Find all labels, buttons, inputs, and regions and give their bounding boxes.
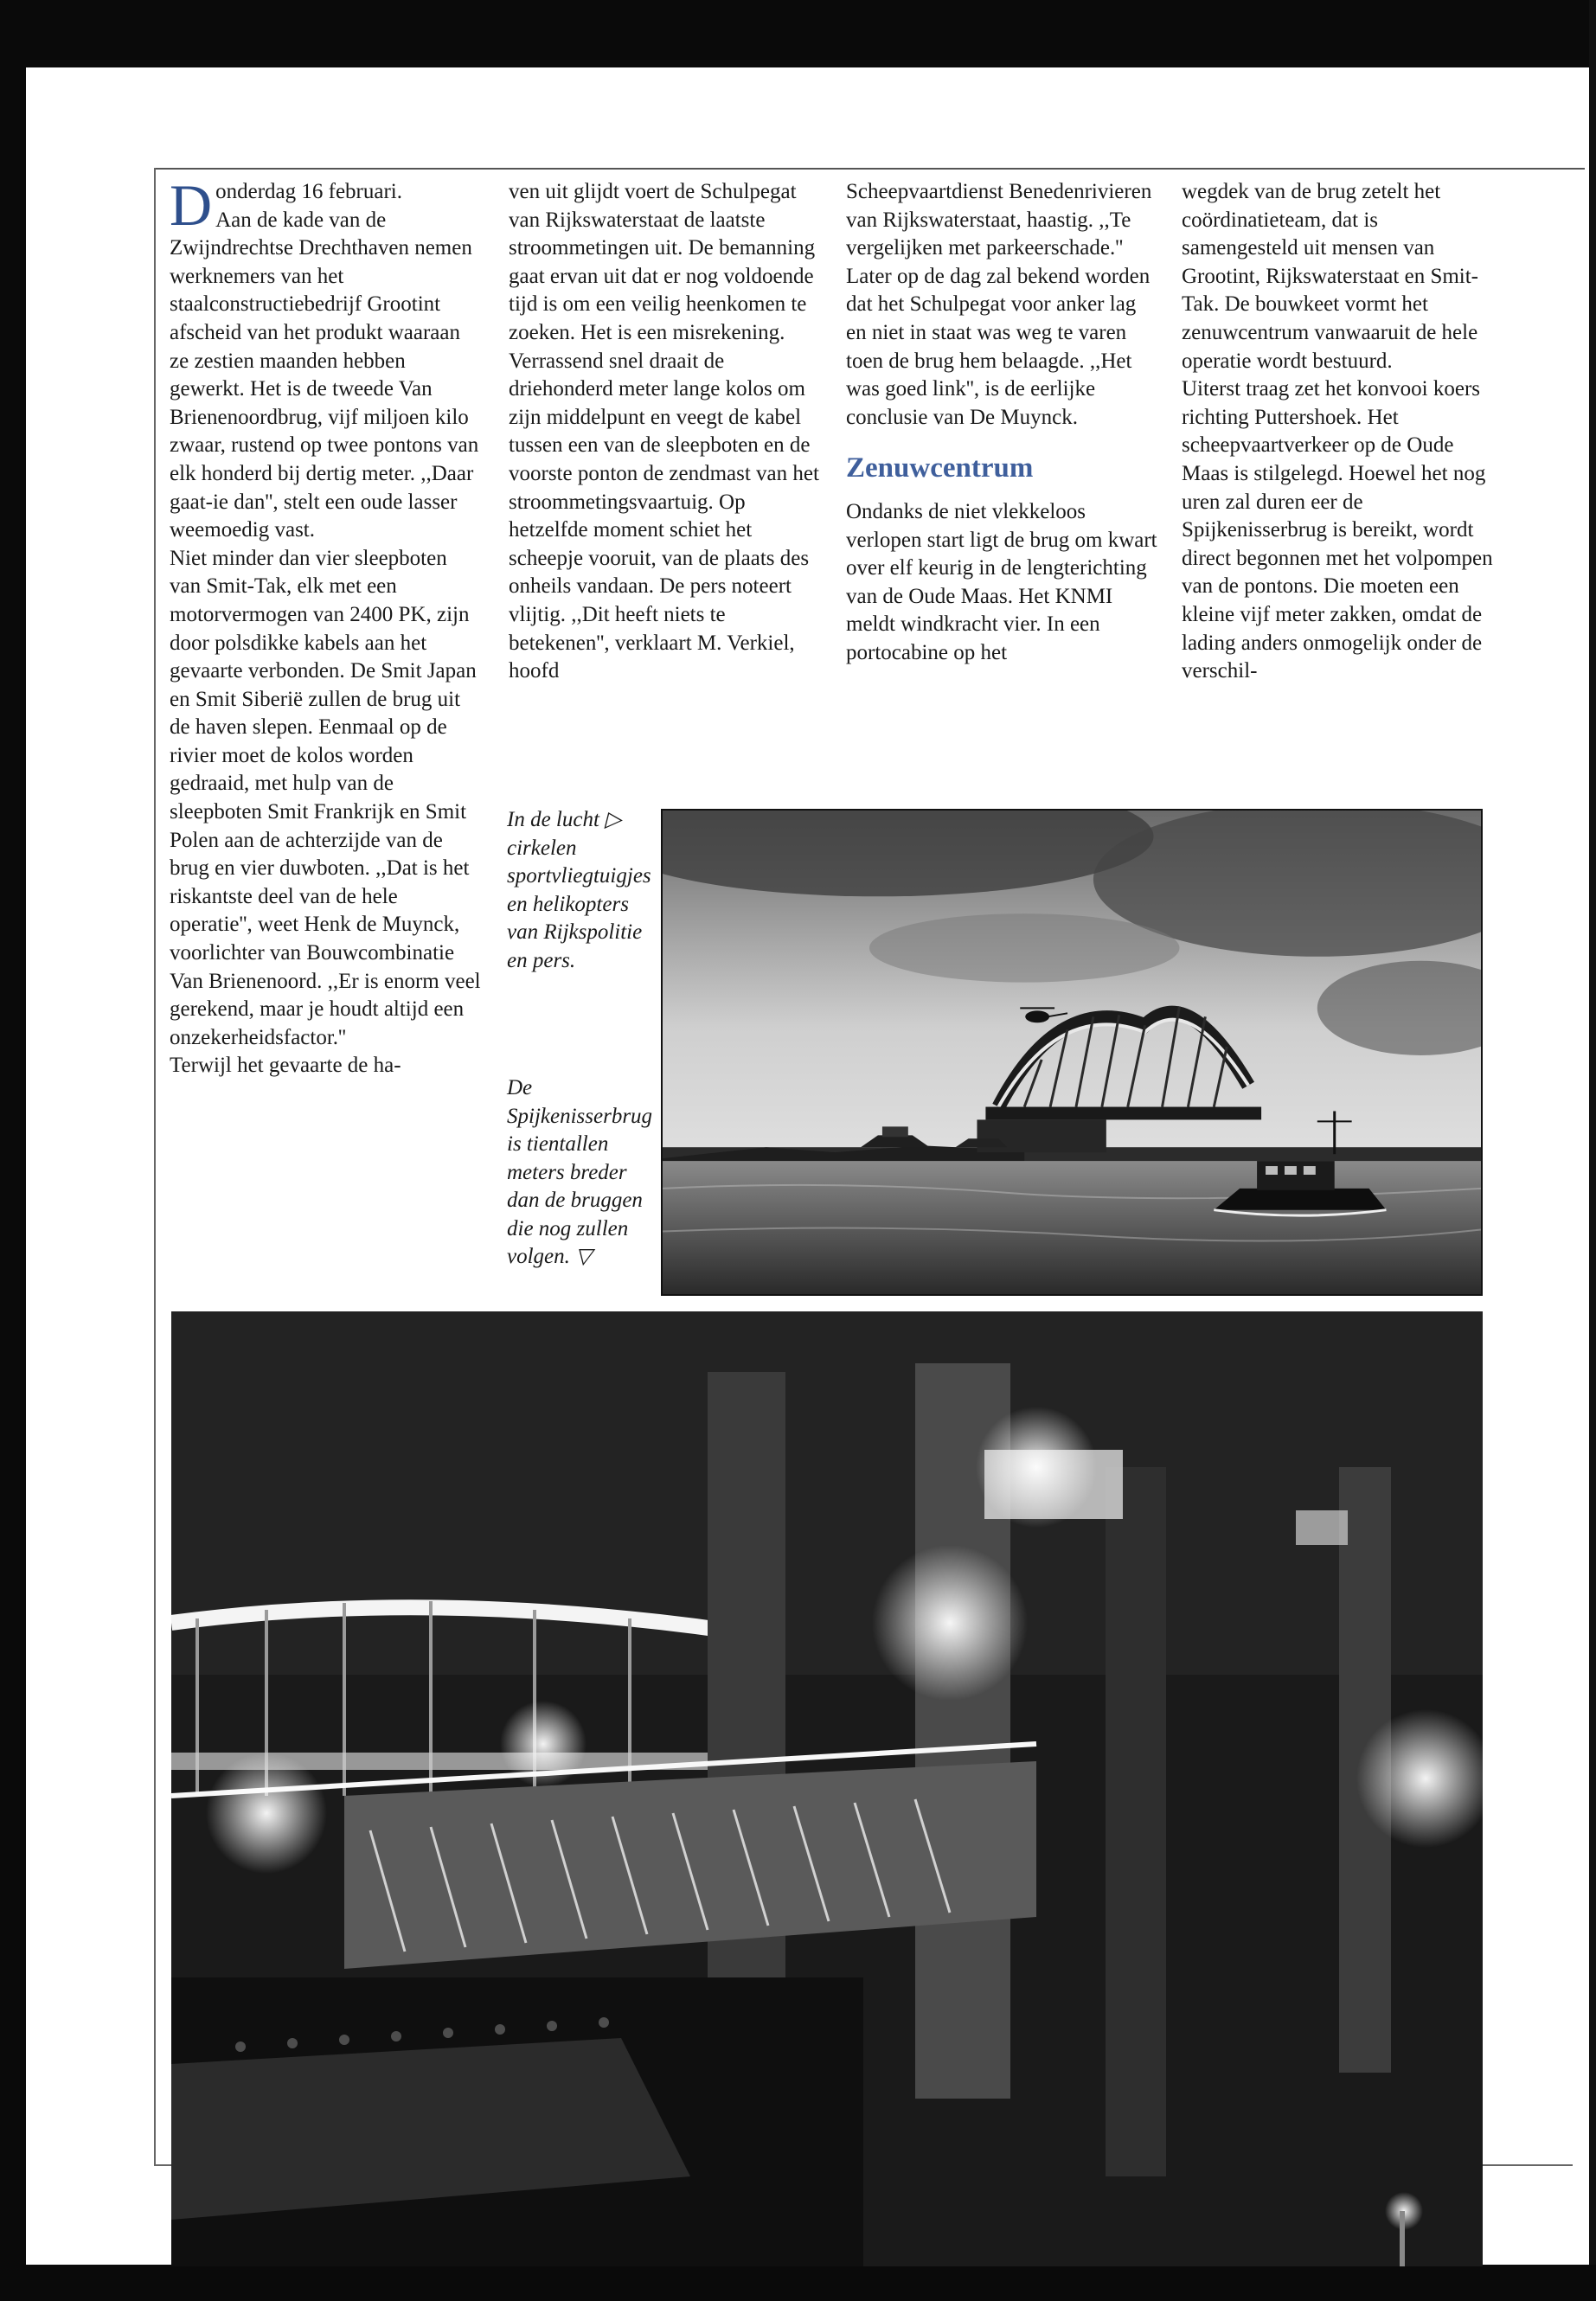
article-paragraph: Ondanks de niet vlekkeloos verlopen start ligt de brug om kwart over elf keurig in de lengterichting van de Oude Maas. Het KNMI meldt windkracht vier. In een portocabine op het <box>846 499 1157 664</box>
page-rule-left <box>154 168 156 2166</box>
drop-cap: D <box>170 172 213 238</box>
article-paragraph: Scheepvaartdienst Benedenrivieren van Rijkswaterstaat, haastig. ,,Te vergelijken met parkeerschade.'' Later op de dag zal bekend worden dat het Schulpegat voor anker lag en niet in staat was weg te varen toen de brug hem belaagde. ,,Het was goed link'', is de eerlijke conclusie van De Muynck. <box>846 180 1152 429</box>
caption-text: In de lucht ▷ cirkelen sportvliegtuigjes en helikopters van Rijkspolitie en pers. <box>507 808 651 972</box>
photo-spijkenisserbrug-night <box>171 1311 1483 2266</box>
article-paragraph: wegdek van de brug zetelt het coördinatieteam, dat is samengesteld uit mensen van Grootint, Rijkswaterstaat en Smit-Tak. De bouwkeet vormt het zenuwcentrum vanwaaruit de hele operatie wordt bestuurd. <box>1182 180 1479 373</box>
article-paragraph: Aan de kade van de Zwijndrechtse Drechthaven nemen werknemers van het staalconstructiebedrijf Grootint afscheid van het produkt waaraan ze zestien maanden hebben gewerkt. Het is de tweede Van Brienenoordbrug, vijf miljoen kilo zwaar, rustend op twee pontons van elk honderd bij dertig meter. ,,Daar gaat-ie dan'', stelt een oude lasser weemoedig vast. <box>170 208 479 542</box>
scan-border-bottom <box>0 2265 1596 2301</box>
article-paragraph: Terwijl het gevaarte de ha- <box>170 1054 401 1078</box>
scan-border-top <box>0 0 1596 67</box>
caption-text: De Spijkenisserbrug is tientallen meters breder dan de bruggen die nog zullen volgen. ▽ <box>507 1076 653 1268</box>
article-paragraph: onderdag 16 februari. <box>215 180 402 203</box>
photo-caption-helicopters <box>507 806 654 975</box>
article-paragraph: Niet minder dan vier sleepboten van Smit-Tak, elk met een motorvermogen van 2400 PK, zijn door polsdikke kabels aan het gevaarte verbonden. De Smit Japan en Smit Siberië zullen de brug uit de haven slepen. Eenmaal op de rivier moet de kolos worden gedraaid, met hulp van de sleepboten Smit Frankrijk en Smit Polen aan de achterzijde van de brug en vier duwboten. ,,Dat is het riskantste deel van de hele operatie'', weet Henk de Muynck, voorlichter van Bouwcombinatie Van Brienenoord. ,,Er is enorm veel gerekend, maar je houdt altijd een onzekerheidsfactor.'' <box>170 546 481 1049</box>
article-column-2 <box>509 178 822 686</box>
article-paragraph: ven uit glijdt voert de Schulpegat van Rijkswaterstaat de laatste stroommetingen uit. De bemanning gaat ervan uit dat er nog voldoende tijd is om een veilig heenkomen te zoeken. Het is een misrekening. Verrassend snel draait de driehonderd meter lange kolos om zijn middelpunt en veegt de kabel tussen een van de sleepboten en de voorste ponton de zendmast van het stroommetingsvaartuig. Op hetzelfde moment schiet het scheepje vooruit, van de plaats des onheils vandaan. De pers noteert vlijtig. ,,Dit heeft niets te betekenen'', verklaart M. Verkiel, hoofd <box>509 180 819 683</box>
page-rule-top <box>154 168 1585 170</box>
article-column-3 <box>846 178 1159 668</box>
scan-border-right <box>1589 0 1596 2301</box>
article-column-1 <box>170 172 483 1080</box>
article-paragraph: Uiterst traag zet het konvooi koers richting Puttershoek. Het scheepvaartverkeer op de Oude Maas is stilgelegd. Hoewel het nog uren zal duren eer de Spijkenisserbrug is bereikt, wordt direct begonnen met het volpompen van de pontons. Die moeten een kleine vijf meter zakken, omdat de lading anders onmogelijk onder de verschil- <box>1182 377 1493 683</box>
article-column-4 <box>1182 178 1495 686</box>
scan-border-left <box>0 0 26 2301</box>
photo-bridge-transport <box>661 809 1483 1296</box>
photo-caption-spijkenisserbrug <box>507 1074 654 1272</box>
section-heading: Zenuwcentrum <box>846 452 1034 484</box>
